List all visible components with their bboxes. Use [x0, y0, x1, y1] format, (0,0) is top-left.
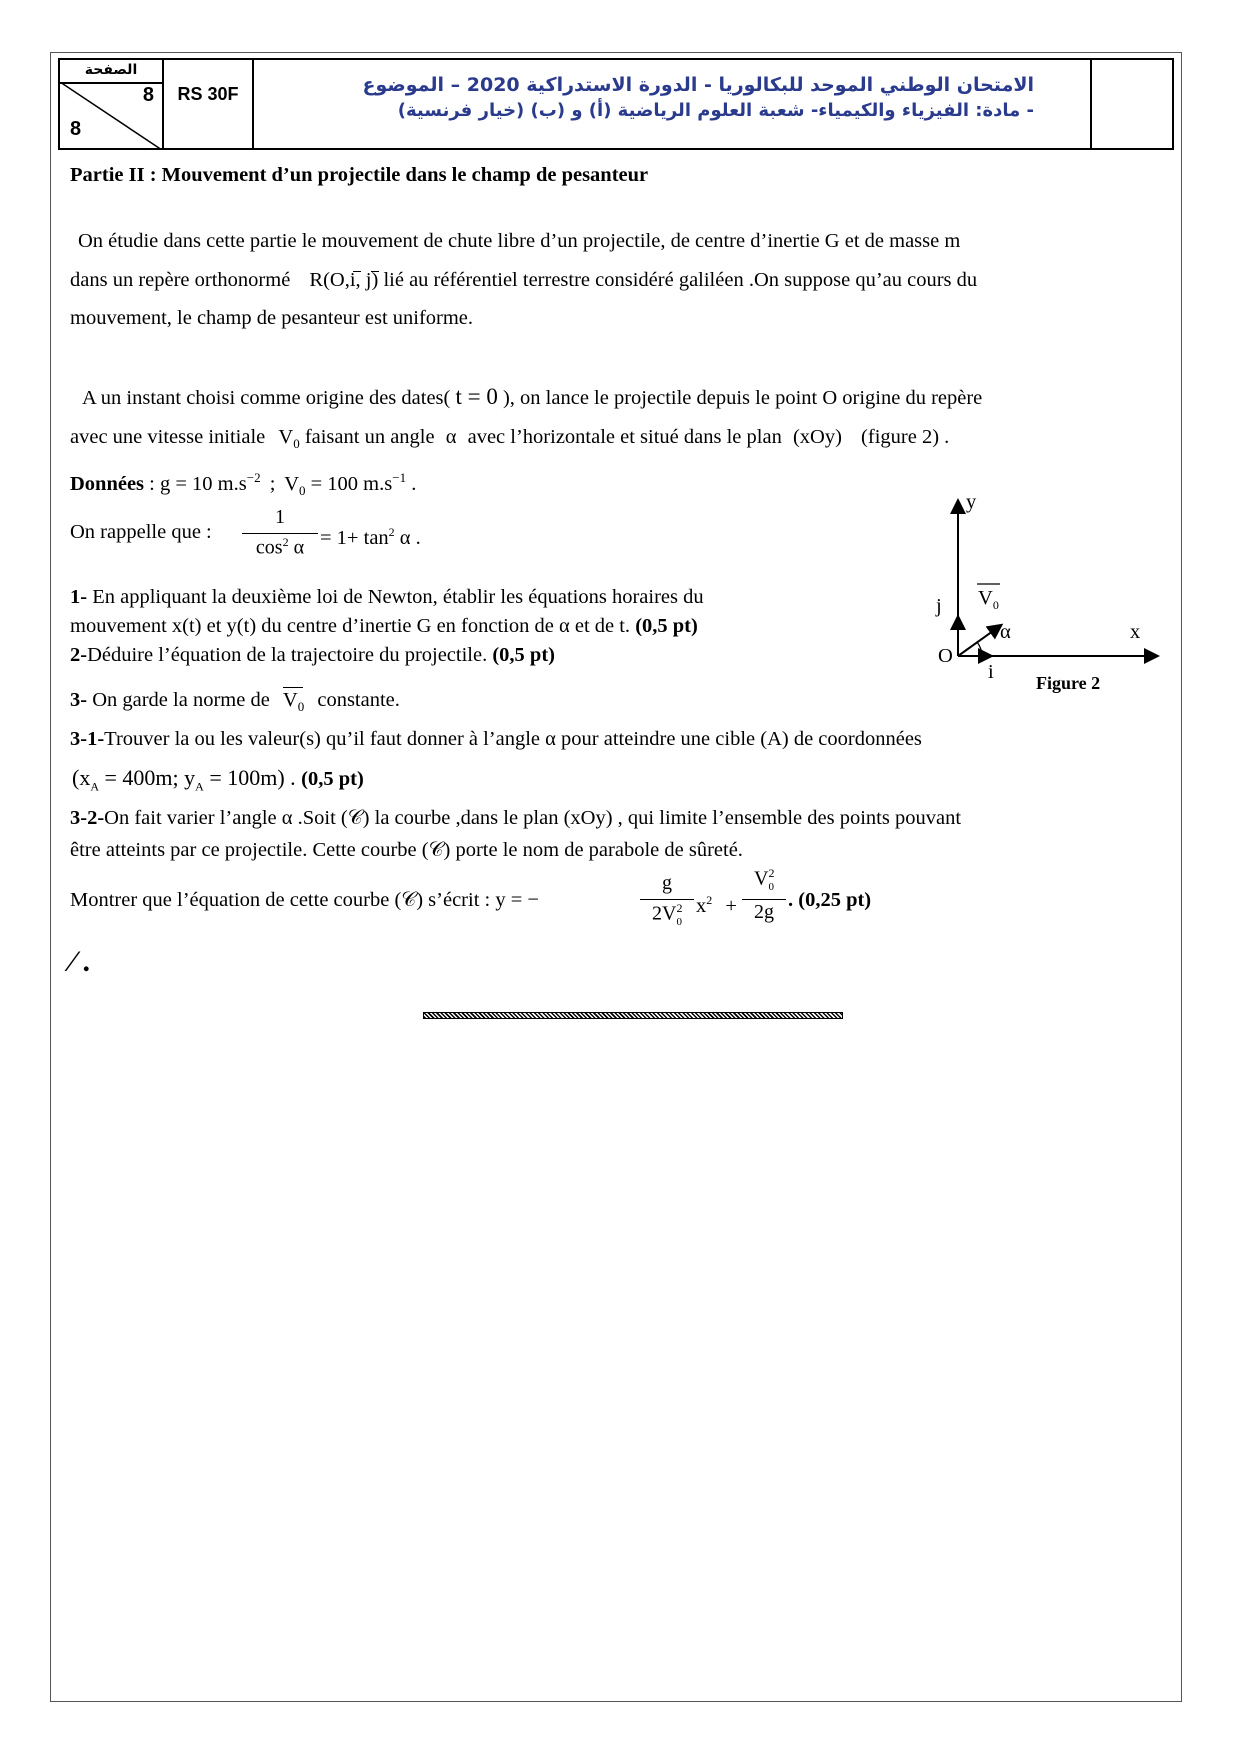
- fraction-g-over-2v0sq: g $2V^2_0$: [640, 872, 694, 928]
- fraction-v0sq-over-2g: $V^2_0$ 2g: [742, 866, 786, 924]
- reminder-numerator: 1: [275, 506, 285, 528]
- reminder-rhs: = $1+ \tan^2 \alpha$ .: [320, 525, 421, 549]
- question-3-2-points: . (0,25 pt): [788, 889, 872, 911]
- figure-2-diagram: [920, 488, 1180, 688]
- figure-alpha-label: α: [1000, 621, 1011, 643]
- question-2: 2-Déduire l’équation de la trajectoire du projectile. (0,5 pt): [70, 644, 555, 666]
- page-number: 8: [142, 84, 154, 106]
- intro-line-1: On étudie dans cette partie le mouvement de chute libre d’un projectile, de centre d’inertie G et de masse m: [78, 230, 961, 252]
- section-title: Partie II : Mouvement d’un projectile dans le champ de pesanteur: [70, 164, 649, 186]
- figure-y-label: y: [966, 491, 977, 513]
- question-3-1-line-1: 3-1-Trouver la ou les valeur(s) qu’il faut donner à l’angle α pour atteindre une cible (A) de coordonnées: [70, 728, 922, 750]
- figure-j-label: j: [936, 595, 942, 617]
- question-3-2-line-1: 3-2-On fait varier l’angle α .Soit (𝒞) la courbe ,dans le plan (xOy) , qui limite l’ensemble des points pouvant: [70, 807, 962, 829]
- vector-i-bar: [353, 271, 361, 272]
- fraction-bar: [242, 533, 318, 534]
- end-separator: [423, 1012, 843, 1019]
- page-cell: [60, 60, 164, 148]
- exam-code: RS 30F: [164, 60, 254, 148]
- end-mark: ⁄ .: [70, 945, 91, 978]
- figure-v0-label: $V_0$: [978, 587, 999, 613]
- question-3-2-line-3: Montrer que l’équation de cette courbe (𝒞) s’écrit : y = −: [70, 889, 539, 911]
- alpha-arc: [977, 642, 982, 656]
- page-border: [50, 52, 1182, 1702]
- question-3-2-line-2: être atteints par ce projectile. Cette courbe (𝒞) porte le nom de parabole de sûreté.: [70, 839, 743, 861]
- v0-vector-arrow: [958, 626, 1000, 656]
- figure-x-label: x: [1130, 621, 1141, 643]
- x-squared: $x^2$ +: [696, 893, 737, 917]
- reminder-fraction: [242, 506, 318, 560]
- exam-title: [254, 60, 1092, 148]
- frame-notation: R(O,i, j): [309, 269, 379, 291]
- intro-line-2: dans un repère orthonormé R(O,i, j) lié au référentiel terrestre considéré galiléen .On suppose qu’au cours du: [70, 269, 978, 291]
- title-line-2: - مادة: الفيزياء والكيمياء- شعبة العلوم الرياضية (أ) و (ب) (خيار فرنسية): [397, 100, 1034, 121]
- figure-origin-label: O: [938, 645, 953, 667]
- page-label: الصفحة: [60, 60, 162, 84]
- vector-j-bar: [371, 271, 379, 272]
- v0-symbol: $V_0$: [278, 426, 300, 452]
- figure-i-label: i: [988, 661, 994, 683]
- figure-caption: Figure 2: [1036, 673, 1101, 693]
- v0-vector: $V_0$: [282, 689, 305, 715]
- launch-line-2: avec une vitesse initiale $V_0$ faisant un angle α avec l’horizontale et situé dans le plan (xOy) (figure 2) .: [70, 426, 950, 452]
- intro-line-3: mouvement, le champ de pesanteur est uniforme.: [70, 307, 474, 329]
- exam-header: [58, 58, 1174, 150]
- data-given: Données : g = 10 $m.s^{-2}$ ; $V_0 = 100$ $m.s^{-1}$ .: [70, 470, 417, 498]
- question-1-line-1: 1- En appliquant la deuxième loi de Newton, établir les équations horaires du: [70, 586, 704, 608]
- total-pages: 8: [70, 118, 82, 140]
- reminder-label: On rappelle que :: [70, 521, 212, 543]
- question-3: 3- On garde la norme de $V_0$ constante.: [70, 689, 400, 715]
- reminder-denominator: $\cos^2 \alpha$: [255, 535, 305, 559]
- title-line-1: الامتحان الوطني الموحد للبكالوريا - الدورة الاستدراكية 2020 – الموضوع: [362, 74, 1034, 96]
- question-1-line-2: mouvement x(t) et y(t) du centre d’inertie G en fonction de α et de t. (0,5 pt): [70, 615, 698, 637]
- question-3-1-line-2: ($x_A = 400m$; $y_A = 100m$) . (0,5 pt): [72, 765, 364, 794]
- blank-cell: [1092, 60, 1172, 148]
- launch-line-1: A un instant choisi comme origine des dates( t = 0 ), on lance le projectile depuis le point O origine du repère: [82, 384, 983, 409]
